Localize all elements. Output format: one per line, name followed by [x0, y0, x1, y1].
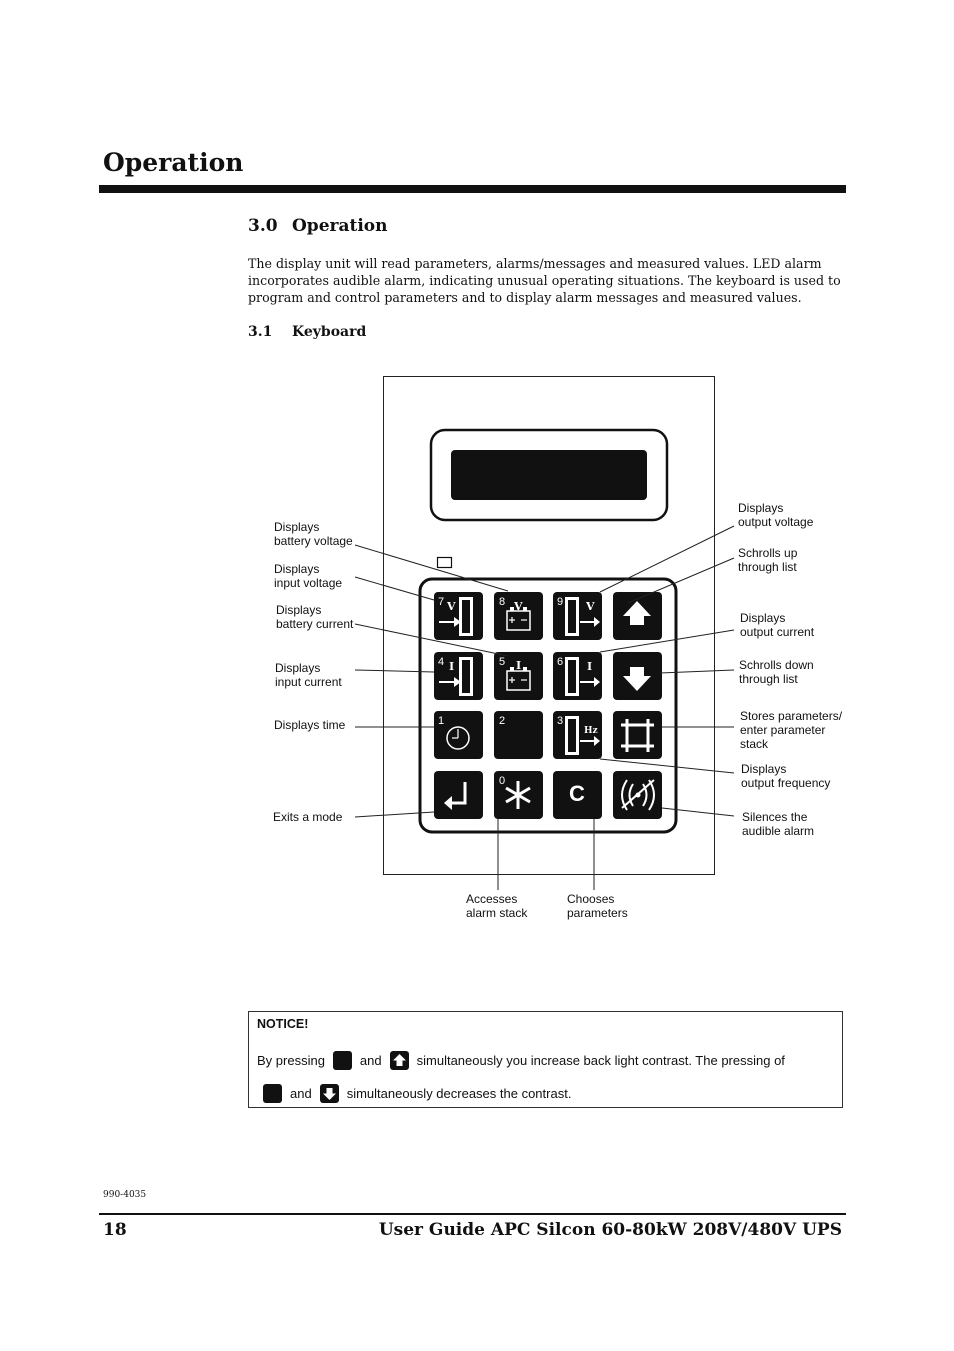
key-silence-alarm — [613, 771, 662, 819]
notice-and-1: and — [359, 1052, 382, 1068]
arrow-up-icon — [390, 1051, 409, 1070]
notice-title: NOTICE! — [257, 1017, 309, 1031]
key-5-symbol: I — [516, 659, 522, 672]
key-6-number: 6 — [557, 656, 564, 668]
key-5-number: 5 — [499, 656, 506, 668]
key-3-number: 3 — [557, 715, 564, 727]
label-input-voltage: Displays input voltage — [274, 562, 343, 590]
alarm-led — [438, 558, 452, 568]
key-2-number: 2 — [499, 715, 506, 727]
notice-line-2 — [263, 1082, 571, 1104]
key-7-number: 7 — [438, 596, 445, 608]
label-scroll-down: Schrolls down through list — [739, 658, 814, 686]
key-exit — [434, 771, 483, 819]
key-8-symbol: V — [514, 600, 523, 613]
key-6-symbol: I — [587, 660, 593, 673]
key-1-number: 1 — [438, 715, 445, 727]
notice-text-3: simultaneously decreases the contrast. — [346, 1085, 572, 1101]
lcd-screen — [451, 450, 647, 500]
key-scroll-down — [613, 652, 662, 700]
label-silence: Silences the audible alarm — [742, 810, 815, 838]
subsection-title: Keyboard — [292, 324, 367, 340]
page-number: 18 — [103, 1220, 127, 1240]
key-c-symbol: C — [569, 781, 585, 806]
label-output-voltage: Displays output voltage — [738, 501, 814, 529]
label-store: Stores parameters/ enter parameter stack — [740, 709, 843, 751]
notice-box — [248, 1011, 843, 1108]
key-4-number: 4 — [438, 656, 445, 668]
guide-title: User Guide APC Silcon 60-80kW 208V/480V UPS — [378, 1220, 842, 1240]
label-output-current: Displays output current — [740, 611, 815, 639]
label-input-current: Displays input current — [275, 661, 342, 689]
key-9-number: 9 — [557, 596, 564, 608]
arrow-down-icon — [320, 1084, 339, 1103]
label-battery-voltage: Displays battery voltage — [274, 520, 353, 548]
notice-text-2: simultaneously you increase back light contrast. The pressing of — [416, 1052, 785, 1068]
footer-rule — [99, 1213, 846, 1215]
label-alarm-stack: Accesses alarm stack — [466, 892, 528, 920]
label-output-frequency: Displays output frequency — [741, 762, 831, 790]
notice-and-2: and — [290, 1085, 312, 1101]
label-time: Displays time — [274, 718, 346, 732]
key-8-number: 8 — [499, 596, 506, 608]
key-store-enter — [613, 711, 662, 759]
section-number: 3.0 — [248, 216, 278, 236]
key-9-symbol: V — [586, 600, 595, 613]
intro-paragraph: The display unit will read parameters, alarms/messages and measured values. LED alarm incorporates audible alarm, indicating unusual operating situations. The keyboard is used to program and control parameters and to display alarm messages and measured values. — [248, 256, 841, 305]
key-0-number: 0 — [499, 775, 506, 787]
key-3-symbol: Hz — [584, 726, 598, 736]
label-exit: Exits a mode — [273, 810, 343, 824]
key-2-icon — [333, 1051, 352, 1070]
key-4-symbol: I — [449, 660, 455, 673]
label-battery-current: Displays battery current — [276, 603, 354, 631]
subsection-number: 3.1 — [248, 324, 273, 340]
label-choose: Chooses parameters — [567, 892, 628, 920]
key-7-symbol: V — [447, 600, 456, 613]
notice-line-1 — [257, 1049, 785, 1071]
label-scroll-up: Schrolls up through list — [738, 546, 798, 574]
key-2-icon — [263, 1084, 282, 1103]
section-title: Operation — [292, 216, 388, 236]
document-number: 990-4035 — [103, 1190, 147, 1200]
notice-text-1: By pressing — [257, 1052, 325, 1068]
page-title: Operation — [103, 148, 244, 177]
